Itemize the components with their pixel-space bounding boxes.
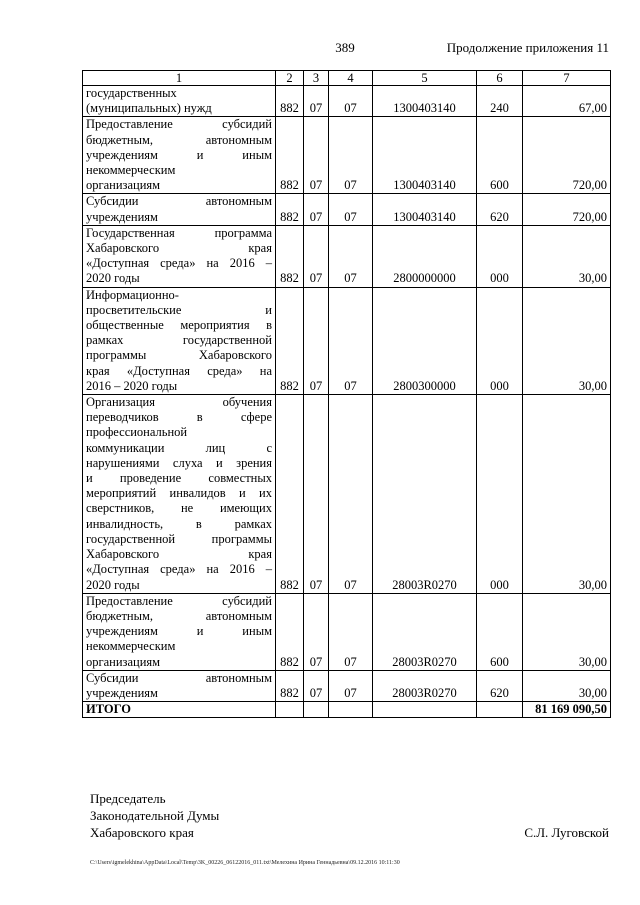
column-header: 4 bbox=[329, 71, 373, 86]
cell-sum: 67,00 bbox=[523, 86, 611, 117]
cell-section-code: 07 bbox=[304, 117, 329, 194]
table-row bbox=[83, 225, 611, 287]
cell-section-code: 07 bbox=[304, 225, 329, 287]
row-name-line: Субсидии автономным bbox=[86, 670, 272, 685]
cell-section-code: 07 bbox=[304, 194, 329, 225]
cell-subsection-code: 07 bbox=[329, 117, 373, 194]
continuation-note: Продолжение приложения 11 bbox=[446, 40, 609, 55]
cell-sum: 30,00 bbox=[523, 593, 611, 670]
cell-ministry-code: 882 bbox=[276, 395, 304, 594]
row-name-line: коммуникации лиц с bbox=[86, 440, 272, 455]
column-header: 1 bbox=[83, 71, 276, 86]
table-row bbox=[83, 395, 611, 594]
cell-subsection-code: 07 bbox=[329, 593, 373, 670]
row-name-line: учреждениям и иным bbox=[86, 147, 272, 162]
cell-ministry-code: 882 bbox=[276, 86, 304, 117]
cell-subsection-code: 07 bbox=[329, 86, 373, 117]
cell-ministry-code: 882 bbox=[276, 194, 304, 225]
cell-sum: 30,00 bbox=[523, 225, 611, 287]
row-name-line: профессиональной bbox=[86, 425, 188, 440]
row-name bbox=[83, 86, 276, 117]
row-name bbox=[83, 225, 276, 287]
cell-expense-type: 240 bbox=[477, 86, 523, 117]
cell-target-article: 28003R0270 bbox=[373, 395, 477, 594]
cell-target-article: 1300403140 bbox=[373, 117, 477, 194]
total-sum: 81 169 090,50 bbox=[523, 702, 611, 718]
cell-expense-type: 000 bbox=[477, 287, 523, 394]
table-row bbox=[83, 593, 611, 670]
row-name-line: мероприятий инвалидов и их bbox=[86, 486, 272, 501]
row-name-line: Хабаровского края bbox=[86, 241, 272, 256]
row-name-line: Предоставление субсидий bbox=[86, 593, 272, 608]
cell-subsection-code: 07 bbox=[329, 395, 373, 594]
signature-title-line: Председатель bbox=[90, 791, 166, 806]
row-name-line: просветительские и bbox=[86, 302, 272, 317]
row-name-line: некоммерческим bbox=[86, 163, 176, 178]
table-header-row bbox=[83, 71, 611, 86]
row-name-line: некоммерческим bbox=[86, 639, 176, 654]
row-name bbox=[83, 287, 276, 394]
row-name-line: «Доступная среда» на 2016 – bbox=[86, 562, 272, 577]
cell-target-article: 28003R0270 bbox=[373, 593, 477, 670]
column-header: 5 bbox=[373, 71, 477, 86]
cell-ministry-code: 882 bbox=[276, 225, 304, 287]
row-name-line: 2020 годы bbox=[86, 271, 140, 286]
cell-section-code: 07 bbox=[304, 395, 329, 594]
row-name-line: «Доступная среда» на 2016 – bbox=[86, 256, 272, 271]
cell-section-code: 07 bbox=[304, 86, 329, 117]
cell-subsection-code: 07 bbox=[329, 225, 373, 287]
row-name-line: Хабаровского края bbox=[86, 547, 272, 562]
row-name-line: края «Доступная среда» на bbox=[86, 363, 272, 378]
signature-block bbox=[90, 790, 219, 841]
row-name-line: государственных bbox=[86, 86, 177, 100]
table-row bbox=[83, 86, 611, 117]
cell-section-code: 07 bbox=[304, 287, 329, 394]
cell-expense-type: 620 bbox=[477, 670, 523, 701]
row-name-line: учреждениям и иным bbox=[86, 624, 272, 639]
table-row bbox=[83, 117, 611, 194]
table-row bbox=[83, 287, 611, 394]
row-name-line: переводчиков в сфере bbox=[86, 410, 272, 425]
row-name-line: организациям bbox=[86, 178, 161, 193]
row-name-line: общественные мероприятия в bbox=[86, 318, 272, 333]
row-name bbox=[83, 670, 276, 701]
row-name-line: организациям bbox=[86, 654, 161, 669]
cell-target-article: 1300403140 bbox=[373, 86, 477, 117]
cell-ministry-code: 882 bbox=[276, 117, 304, 194]
row-name-line: бюджетным, автономным bbox=[86, 132, 272, 147]
row-name-line: учреждениям bbox=[86, 209, 158, 224]
row-name-line: нарушениями слуха и зрения bbox=[86, 455, 272, 470]
cell-sum: 30,00 bbox=[523, 287, 611, 394]
cell-sum: 30,00 bbox=[523, 395, 611, 594]
cell-target-article: 28003R0270 bbox=[373, 670, 477, 701]
row-name-line: Предоставление субсидий bbox=[86, 117, 272, 132]
cell-expense-type: 000 bbox=[477, 395, 523, 594]
cell-ministry-code: 882 bbox=[276, 593, 304, 670]
row-name-line: Организация обучения bbox=[86, 395, 272, 410]
cell-subsection-code: 07 bbox=[329, 670, 373, 701]
cell-ministry-code: 882 bbox=[276, 670, 304, 701]
signature-title-line: Законодательной Думы bbox=[90, 808, 220, 823]
cell-sum: 720,00 bbox=[523, 194, 611, 225]
column-header: 2 bbox=[276, 71, 304, 86]
cell-sum: 720,00 bbox=[523, 117, 611, 194]
cell-expense-type: 600 bbox=[477, 117, 523, 194]
row-name-line: и проведение совместных bbox=[86, 471, 272, 486]
column-header: 3 bbox=[304, 71, 329, 86]
row-name-line: Субсидии автономным bbox=[86, 194, 272, 209]
total-row bbox=[83, 702, 611, 718]
row-name-line: инвалидность, в рамках bbox=[86, 516, 272, 531]
column-header: 6 bbox=[477, 71, 523, 86]
total-label: ИТОГО bbox=[83, 702, 276, 718]
column-header: 7 bbox=[523, 71, 611, 86]
row-name-line: программы Хабаровского bbox=[86, 348, 272, 363]
row-name-line: бюджетным, автономным bbox=[86, 608, 272, 623]
cell-target-article: 2800000000 bbox=[373, 225, 477, 287]
footer-file-path: C:\Users\igmelekhina\AppData\Local\Temp\3K_00226_06122016_011.txt\Мелехина Ирина Геннадьевна\09.12.2016 10:11:30 bbox=[90, 860, 400, 866]
cell-target-article: 1300403140 bbox=[373, 194, 477, 225]
row-name bbox=[83, 194, 276, 225]
cell-subsection-code: 07 bbox=[329, 287, 373, 394]
row-name-line: учреждениям bbox=[86, 685, 158, 700]
cell-sum: 30,00 bbox=[523, 670, 611, 701]
signature-title-line: Хабаровского края bbox=[90, 825, 194, 840]
cell-expense-type: 600 bbox=[477, 593, 523, 670]
row-name-line: сверстников, не имеющих bbox=[86, 501, 272, 516]
cell-section-code: 07 bbox=[304, 670, 329, 701]
row-name-line: 2016 – 2020 годы bbox=[86, 378, 178, 393]
cell-expense-type: 620 bbox=[477, 194, 523, 225]
row-name-line: государственной программы bbox=[86, 531, 272, 546]
cell-ministry-code: 882 bbox=[276, 287, 304, 394]
cell-expense-type: 000 bbox=[477, 225, 523, 287]
cell-subsection-code: 07 bbox=[329, 194, 373, 225]
row-name-line: Государственная программа bbox=[86, 225, 272, 240]
budget-table bbox=[82, 70, 611, 718]
cell-target-article: 2800300000 bbox=[373, 287, 477, 394]
signer-name: С.Л. Луговской bbox=[524, 825, 609, 840]
row-name bbox=[83, 395, 276, 594]
page-number: 389 bbox=[335, 40, 355, 55]
row-name-line: Информационно- bbox=[86, 287, 179, 302]
row-name-line: рамках государственной bbox=[86, 333, 272, 348]
row-name bbox=[83, 117, 276, 194]
row-name-line: 2020 годы bbox=[86, 577, 140, 592]
cell-section-code: 07 bbox=[304, 593, 329, 670]
row-name bbox=[83, 593, 276, 670]
table-row bbox=[83, 194, 611, 225]
table-row bbox=[83, 670, 611, 701]
row-name-line: (муниципальных) нужд bbox=[86, 101, 212, 116]
